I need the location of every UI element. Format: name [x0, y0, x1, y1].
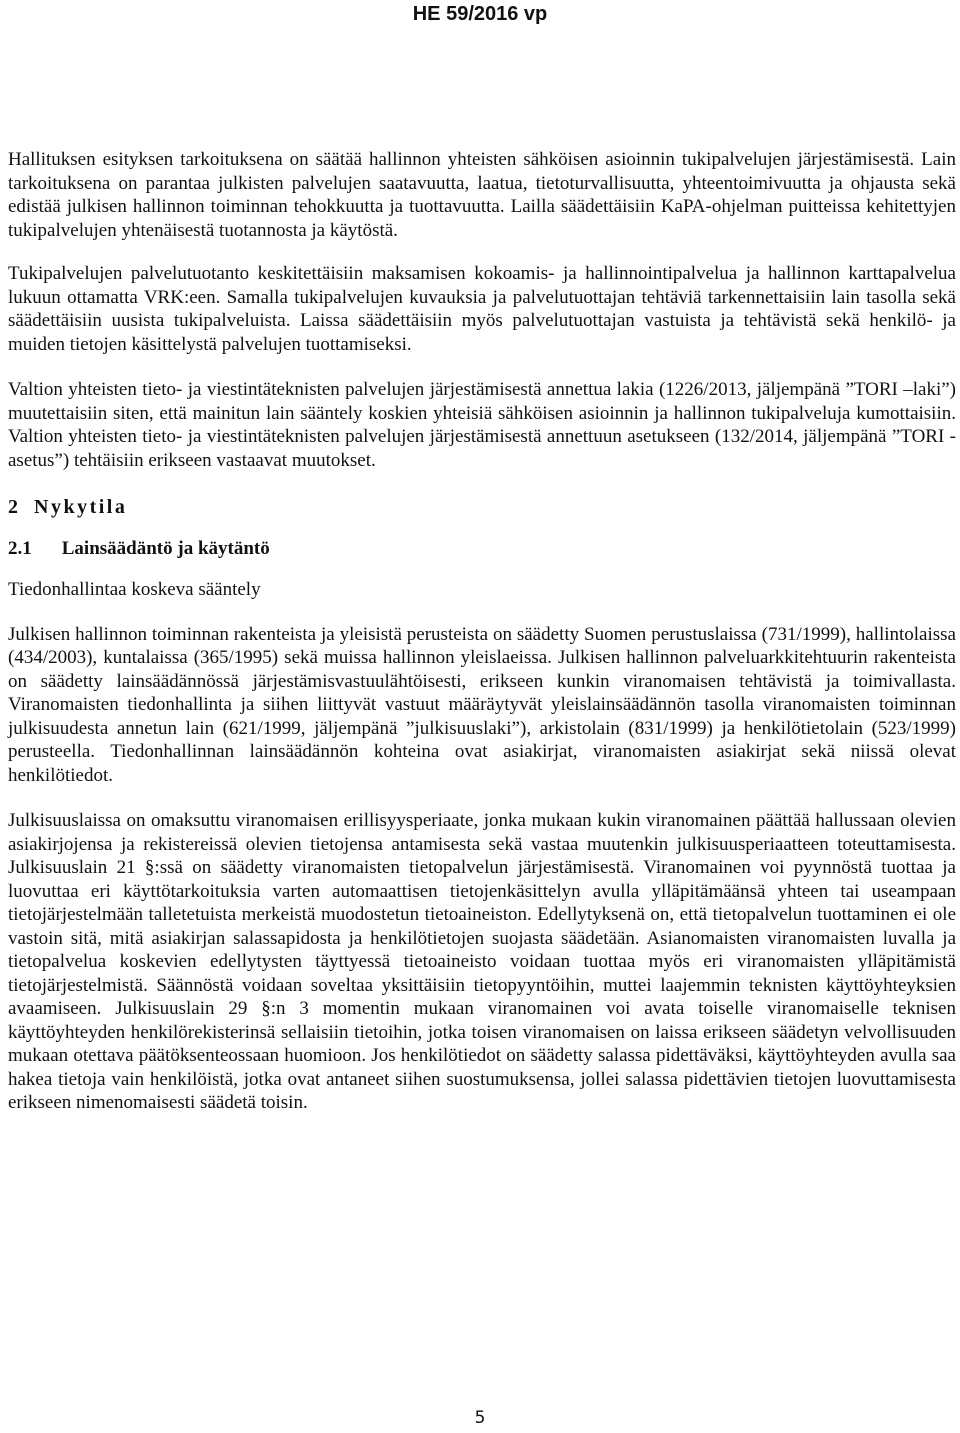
section-number: 2: [8, 496, 18, 518]
page-number: 5: [474, 1408, 486, 1428]
paragraph-public-administration: Julkisen hallinnon toiminnan rakenteista ja yleisistä perusteista on säädetty Suomen perustuslaissa (731/1999), hallintolaissa (434/2003), kuntalaissa (365/1995) sekä muissa hallinnon yleislaeissa. Julkisen hallinnon palveluarkkitehtuurin rakenteista on säädetty lainsäädännössä järjestämisvastuulähtöisesti, erikseen kunkin viranomaisen tehtävistä ja toimivallasta. Viranomaisten tiedonhallinta ja siihen liittyvät vastuut määräytyvät yleislainsäädännön tasolla viranomaisten toiminnan julkisuudesta annetun lain (621/1999, jäljempänä ”julkisuuslaki”), arkistolain (831/1999) ja henkilötietolain (523/1999) perusteella. Tiedonhallinnan lainsäädännön kohteina ovat asiakirjat, viranomaisten asiakirjat sekä niissä olevat henkilötiedot.: [8, 623, 956, 786]
section-heading: [8, 496, 956, 520]
paragraph-service-production: Tukipalvelujen palvelutuotanto keskitettäisiin maksamisen kokoamis- ja hallinnointipalvelua ja hallinnon karttapalvelua lukuun ottamatta VRK:een. Samalla tukipalvelujen kuvauksia ja palvelutuottajan tehtäviä tarkennettaisiin lain tasolla sekä säädettäisiin uusista tukipalveluista. Laissa säädettäisiin myös palvelutuottajan vastuista ja tehtävistä sekä henkilö- ja muiden tietojen käsittelystä palvelujen tuottamiseksi.: [8, 263, 956, 355]
document-id-header: HE 59/2016 vp: [412, 3, 548, 25]
subsection-heading: [8, 537, 956, 561]
paragraph-tori-law: Valtion yhteisten tieto- ja viestintäteknisten palvelujen järjestämisestä annettua lakia (1226/2013, jäljempänä ”TORI –laki”) muutettaisiin siten, että mainitun lain sääntely koskien yhteisiä sähköisen asioinnin ja hallinnon tukipalveluja kumottaisiin. Valtion yhteisten tieto- ja viestintäteknisten palvelujen järjestämisestä annettuun asetukseen (132/2014, jäljempänä ”TORI -asetus”) tehtäisiin erikseen vastaavat muutokset.: [8, 379, 956, 471]
section-title: Nykytila: [34, 496, 128, 518]
paragraph-purpose: Hallituksen esityksen tarkoituksena on säätää hallinnon yhteisten sähköisen asioinnin tukipalvelujen järjestämisestä. Lain tarkoituksena on parantaa julkisten palvelujen saatavuutta, laatua, tietoturvallisuutta, yhteentoimivuutta ja ohjausta sekä edistää julkisen hallinnon toiminnan tehokkuutta ja tuottavuutta. Lailla säädettäisiin KaPA-ohjelman puitteissa kehitettyjen tukipalvelujen yhtenäisestä tuotannosta ja käytöstä.: [8, 149, 956, 241]
topic-heading: Tiedonhallintaa koskeva sääntely: [8, 579, 261, 600]
subsection-number: 2.1: [8, 537, 32, 559]
subsection-title: Lainsäädäntö ja käytäntö: [61, 537, 270, 559]
document-body: [8, 148, 956, 1137]
paragraph-publicity-act: Julkisuuslaissa on omaksuttu viranomaisen erillisyysperiaate, jonka mukaan kukin viranomainen päättää hallussaan olevien asiakirjojensa ja rekistereissä olevien tietojensa antamisesta sekä vastaa muutenkin julkisuusperiaatteen toteuttamisesta. Julkisuuslain 21 §:ssä on säädetty viranomaisten tietopalvelun järjestämisestä. Viranomainen voi pyynnöstä tuottaa ja luovuttaa eri käyttötarkoituksia varten automaattisen tietojenkäsittelyn avulla ylläpitämäänsä yhteen tai useampaan tietojärjestelmään talletetuista merkeistä muodostetun tietoaineiston. Edellytyksenä on, että tietopalvelun tuottaminen ei ole vastoin sitä, mitä asiakirjan salassapidosta ja henkilötietojen suojasta säädetään. Asianomaisten viranomaisten luvalla ja tietopalvelua koskevien edellytysten täyttyessä tietoaineisto voidaan tuottaa myös eri viranomaisten ylläpitämistä tietojärjestelmistä. Säännöstä voidaan soveltaa yksittäisiin tietopyyntöihin, muttei laajemmin teknisten käyttöyhteyksien avaamiseen. Julkisuuslain 29 §:n 3 momentin mukaan viranomainen voi avata toiselle viranomaiselle teknisen käyttöyhteyden henkilörekisterinsä sellaisiin tietoihin, jotka toisen viranomaisen on laissa erikseen säädetyn velvollisuuden mukaan otettava päätöksenteossaan huomioon. Jos henkilötiedot on säädetty salassa pidettäväksi, käyttöyhteyden avulla saa hakea tietoja vain henkilöistä, jotka ovat antaneet siihen suostumuksensa, jollei salassa pidettävien tietojen luovuttamisesta erikseen nimenomaisesti säädetä toisin.: [8, 810, 956, 1113]
